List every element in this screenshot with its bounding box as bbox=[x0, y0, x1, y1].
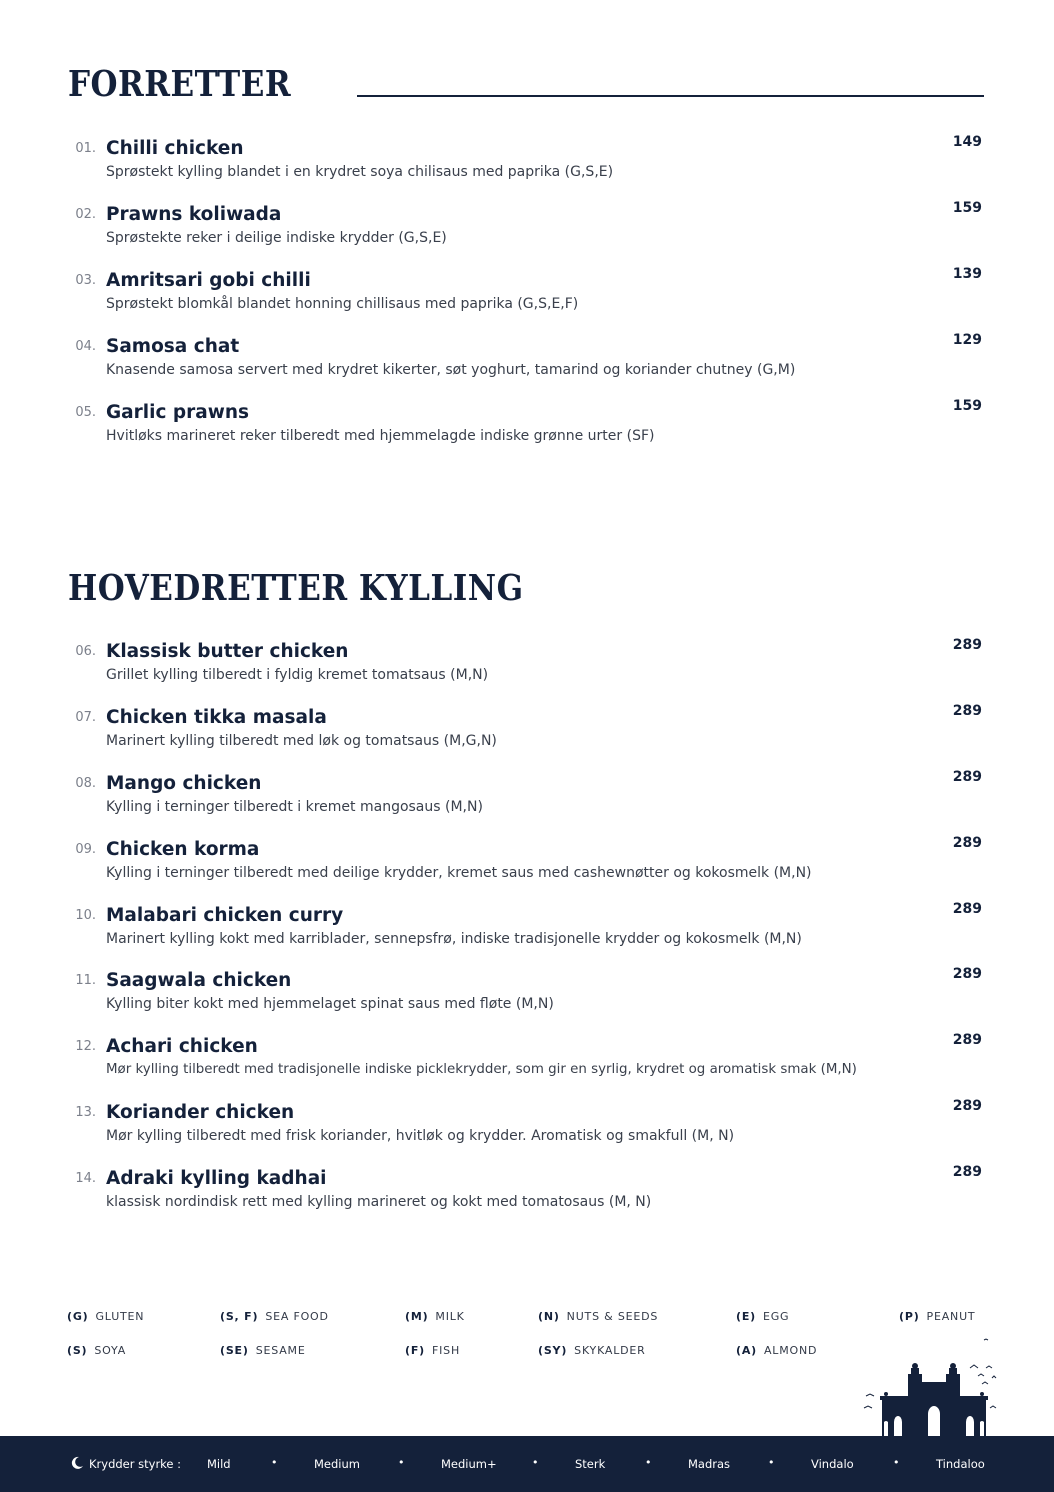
item-number: 03. bbox=[75, 273, 96, 288]
item-number: 02. bbox=[75, 207, 96, 222]
item-number: 06. bbox=[75, 644, 96, 659]
item-price: 289 bbox=[952, 1098, 982, 1114]
menu-item bbox=[68, 1164, 984, 1228]
item-price: 289 bbox=[952, 637, 982, 653]
item-price: 289 bbox=[952, 1164, 982, 1180]
menu-item bbox=[68, 134, 984, 198]
item-description: Marinert kylling kokt med karriblader, sennepsfrø, indiske tradisjonelle krydder og kokosmelk (M,N) bbox=[106, 931, 802, 947]
item-name: Klassisk butter chicken bbox=[106, 641, 349, 662]
item-description: klassisk nordindisk rett med kylling marineret og kokt med tomatosaus (M, N) bbox=[106, 1194, 652, 1210]
separator-dot: • bbox=[768, 1456, 775, 1469]
item-number: 14. bbox=[75, 1171, 96, 1186]
allergen-egg: (E) EGG bbox=[736, 1310, 790, 1323]
spice-level-bar bbox=[0, 1436, 1054, 1492]
item-description: Sprøstekte reker i deilige indiske krydder (G,S,E) bbox=[106, 230, 447, 246]
item-description: Mør kylling tilberedt med frisk koriander, hvitløk og krydder. Aromatisk og smakfull (M, N) bbox=[106, 1128, 735, 1144]
item-number: 08. bbox=[75, 776, 96, 791]
menu-item bbox=[68, 200, 984, 264]
item-number: 13. bbox=[75, 1105, 96, 1120]
spice-level-tindaloo: Tindaloo bbox=[936, 1457, 985, 1471]
menu-item bbox=[68, 1098, 984, 1162]
item-number: 11. bbox=[75, 973, 96, 988]
allergen-fish: (F) FISH bbox=[405, 1344, 461, 1357]
item-price: 289 bbox=[952, 703, 982, 719]
item-description: Marinert kylling tilberedt med løk og tomatsaus (M,G,N) bbox=[106, 733, 497, 749]
spice-label: Krydder styrke : bbox=[89, 1457, 182, 1471]
section-divider bbox=[357, 95, 984, 97]
item-name: Malabari chicken curry bbox=[106, 905, 344, 926]
separator-dot: • bbox=[398, 1456, 405, 1469]
menu-item bbox=[68, 637, 984, 701]
gateway-skyline-illustration bbox=[858, 1338, 1002, 1438]
item-price: 289 bbox=[952, 1032, 982, 1048]
item-price: 159 bbox=[952, 200, 982, 216]
separator-dot: • bbox=[645, 1456, 652, 1469]
allergen-sesame: (SE) SESAME bbox=[220, 1344, 306, 1357]
menu-item bbox=[68, 398, 984, 462]
item-price: 289 bbox=[952, 769, 982, 785]
item-name: Chicken korma bbox=[106, 839, 260, 860]
item-description: Knasende samosa servert med krydret kikerter, søt yoghurt, tamarind og koriander chutney (G,M) bbox=[106, 362, 796, 378]
item-number: 09. bbox=[75, 842, 96, 857]
menu-item bbox=[68, 332, 984, 396]
item-number: 07. bbox=[75, 710, 96, 725]
item-name: Chicken tikka masala bbox=[106, 707, 327, 728]
item-number: 12. bbox=[75, 1039, 96, 1054]
section-title-hovedretter-kylling: HOVEDRETTER KYLLING bbox=[68, 568, 524, 610]
item-price: 289 bbox=[952, 835, 982, 851]
item-number: 01. bbox=[75, 141, 96, 156]
section-title-forretter: FORRETTER bbox=[68, 64, 292, 106]
item-description: Hvitløks marineret reker tilberedt med hjemmelagde indiske grønne urter (SF) bbox=[106, 428, 655, 444]
item-description: Sprøstekt kylling blandet i en krydret soya chilisaus med paprika (G,S,E) bbox=[106, 164, 614, 180]
item-price: 149 bbox=[952, 134, 982, 150]
allergen-soya: (S) SOYA bbox=[67, 1344, 127, 1357]
allergen-sea-food: (S, F) SEA FOOD bbox=[220, 1310, 329, 1323]
item-name: Chilli chicken bbox=[106, 138, 244, 159]
item-name: Prawns koliwada bbox=[106, 204, 282, 225]
item-price: 289 bbox=[952, 966, 982, 982]
allergen-almond: (A) ALMOND bbox=[736, 1344, 818, 1357]
spice-level-medium-plus: Medium+ bbox=[441, 1457, 497, 1471]
spice-level-mild: Mild bbox=[207, 1457, 231, 1471]
spice-level-medium: Medium bbox=[314, 1457, 360, 1471]
item-name: Samosa chat bbox=[106, 336, 240, 357]
item-name: Saagwala chicken bbox=[106, 970, 292, 991]
separator-dot: • bbox=[893, 1456, 900, 1469]
item-number: 10. bbox=[75, 908, 96, 923]
allergen-skykalder: (SY) SKYKALDER bbox=[538, 1344, 646, 1357]
item-name: Amritsari gobi chilli bbox=[106, 270, 311, 291]
spice-level-sterk: Sterk bbox=[575, 1457, 606, 1471]
item-name: Mango chicken bbox=[106, 773, 262, 794]
item-description: Grillet kylling tilberedt i fyldig kremet tomatsaus (M,N) bbox=[106, 667, 489, 683]
menu-item bbox=[68, 835, 984, 899]
item-number: 04. bbox=[75, 339, 96, 354]
allergen-peanut: (P) PEANUT bbox=[899, 1310, 976, 1323]
spice-level-vindalo: Vindalo bbox=[811, 1457, 854, 1471]
item-price: 159 bbox=[952, 398, 982, 414]
item-name: Garlic prawns bbox=[106, 402, 250, 423]
menu-item bbox=[68, 966, 984, 1030]
item-name: Koriander chicken bbox=[106, 1102, 295, 1123]
item-description: Kylling i terninger tilberedt med deilige krydder, kremet saus med cashewnøtter og kokosmelk (M,N) bbox=[106, 865, 812, 881]
item-price: 129 bbox=[952, 332, 982, 348]
item-name: Adraki kylling kadhai bbox=[106, 1168, 327, 1189]
spice-level-madras: Madras bbox=[688, 1457, 731, 1471]
menu-item bbox=[68, 769, 984, 833]
separator-dot: • bbox=[532, 1456, 539, 1469]
menu-item bbox=[68, 703, 984, 767]
item-description: Sprøstekt blomkål blandet honning chillisaus med paprika (G,S,E,F) bbox=[106, 296, 579, 312]
separator-dot: • bbox=[271, 1456, 278, 1469]
moon-icon bbox=[70, 1456, 84, 1470]
allergen-nuts-seeds: (N) NUTS & SEEDS bbox=[538, 1310, 659, 1323]
item-price: 139 bbox=[952, 266, 982, 282]
item-name: Achari chicken bbox=[106, 1036, 258, 1057]
menu-item bbox=[68, 901, 984, 965]
menu-item bbox=[68, 266, 984, 330]
item-price: 289 bbox=[952, 901, 982, 917]
item-description: Kylling biter kokt med hjemmelaget spinat saus med fløte (M,N) bbox=[106, 996, 554, 1012]
allergen-milk: (M) MILK bbox=[405, 1310, 465, 1323]
menu-item bbox=[68, 1032, 984, 1096]
allergen-gluten: (G) GLUTEN bbox=[67, 1310, 145, 1323]
item-description: Mør kylling tilberedt med tradisjonelle indiske picklekrydder, som gir en syrlig, krydret og aromatisk smak (M,N) bbox=[106, 1062, 857, 1077]
item-description: Kylling i terninger tilberedt i kremet mangosaus (M,N) bbox=[106, 799, 483, 815]
item-number: 05. bbox=[75, 405, 96, 420]
